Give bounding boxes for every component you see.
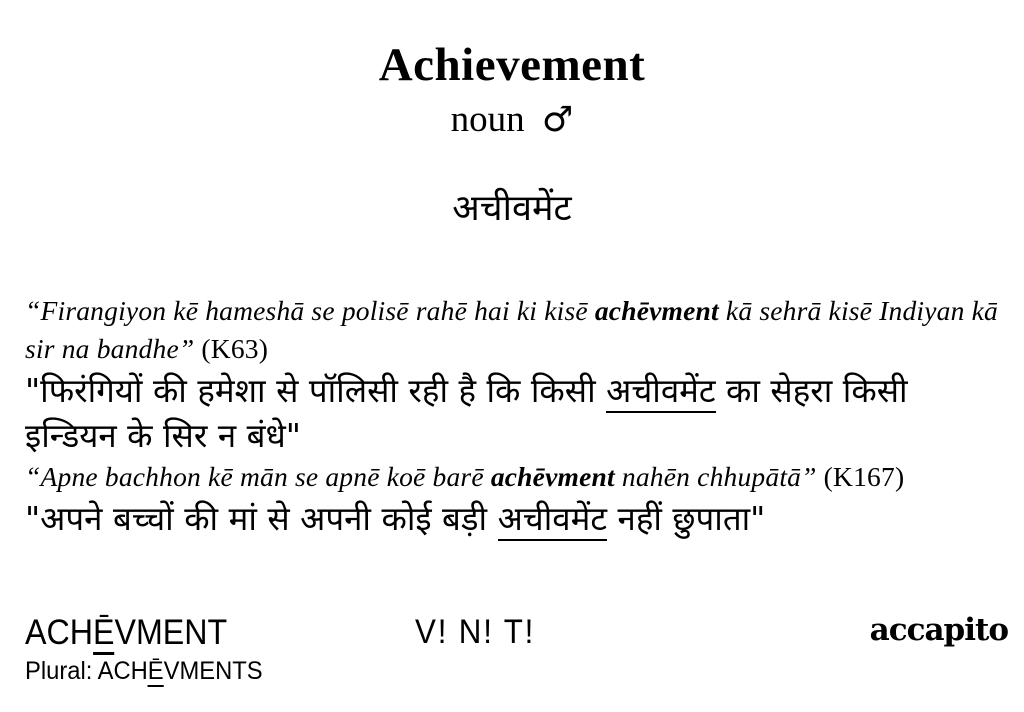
citation-1: (K63): [194, 332, 269, 364]
roman-quote-2-keyword: achēvment: [490, 461, 615, 493]
hindi-quote-1-pre: "फिरंगियों की हमेशा से पॉलिसी रही है कि किसी: [25, 370, 607, 410]
phonetic-spelling-macron-e: Ē: [93, 613, 114, 655]
roman-quote-2-pre: “Apne bachhon kē mān se apnē koē barē: [25, 461, 491, 493]
roman-quote-1-post: kā sehrā kisē Indiyan kā sir na bandhe”: [25, 295, 998, 364]
part-of-speech-line: [0, 98, 1024, 141]
roman-quote-2-post: nahēn chhupātā”: [614, 461, 817, 493]
roman-quote-1-keyword: achēvment: [594, 295, 719, 326]
plural-form-pre: Plural: ACH: [25, 657, 148, 685]
roman-quote-2: [25, 458, 1005, 496]
syllable-marks: V! N! T!: [415, 613, 536, 651]
hindi-quote-2: [25, 496, 1005, 541]
citation-2: (K167): [816, 461, 905, 493]
part-of-speech-label: noun: [450, 99, 525, 140]
male-gender-icon: ♂: [541, 100, 574, 140]
roman-quote-1: [25, 292, 1005, 368]
plural-form: [25, 657, 263, 686]
italian-translation: accapito: [869, 612, 1008, 648]
plural-form-post: VMENTS: [163, 657, 263, 685]
plural-form-macron-e: Ē: [147, 657, 164, 685]
phonetic-spelling: [25, 613, 227, 653]
hindi-quote-1-post: का सेहरा किसी इन्डियन के सिर न बंधे": [25, 370, 908, 456]
hindi-quote-2-keyword: अचीवमेंट: [498, 499, 607, 541]
hindi-quote-2-pre: "अपने बच्चों की मां से अपनी कोई बड़ी: [25, 499, 498, 539]
quotations-section: [25, 292, 1005, 541]
headword-title: Achievement: [378, 39, 646, 91]
hindi-quote-2-post: नहीं छुपाता": [607, 499, 766, 539]
hindi-quote-1-keyword: अचीवमेंट: [606, 371, 715, 413]
hindi-headword: अचीवमेंट: [452, 188, 572, 229]
phonetic-spelling-post: VMENT: [114, 613, 228, 652]
phonetic-spelling-pre: ACH: [25, 613, 93, 652]
roman-quote-1-pre: “Firangiyon kē hameshā se polisē rahē hai ki kisē: [25, 295, 595, 326]
hindi-quote-1: [25, 368, 1005, 458]
